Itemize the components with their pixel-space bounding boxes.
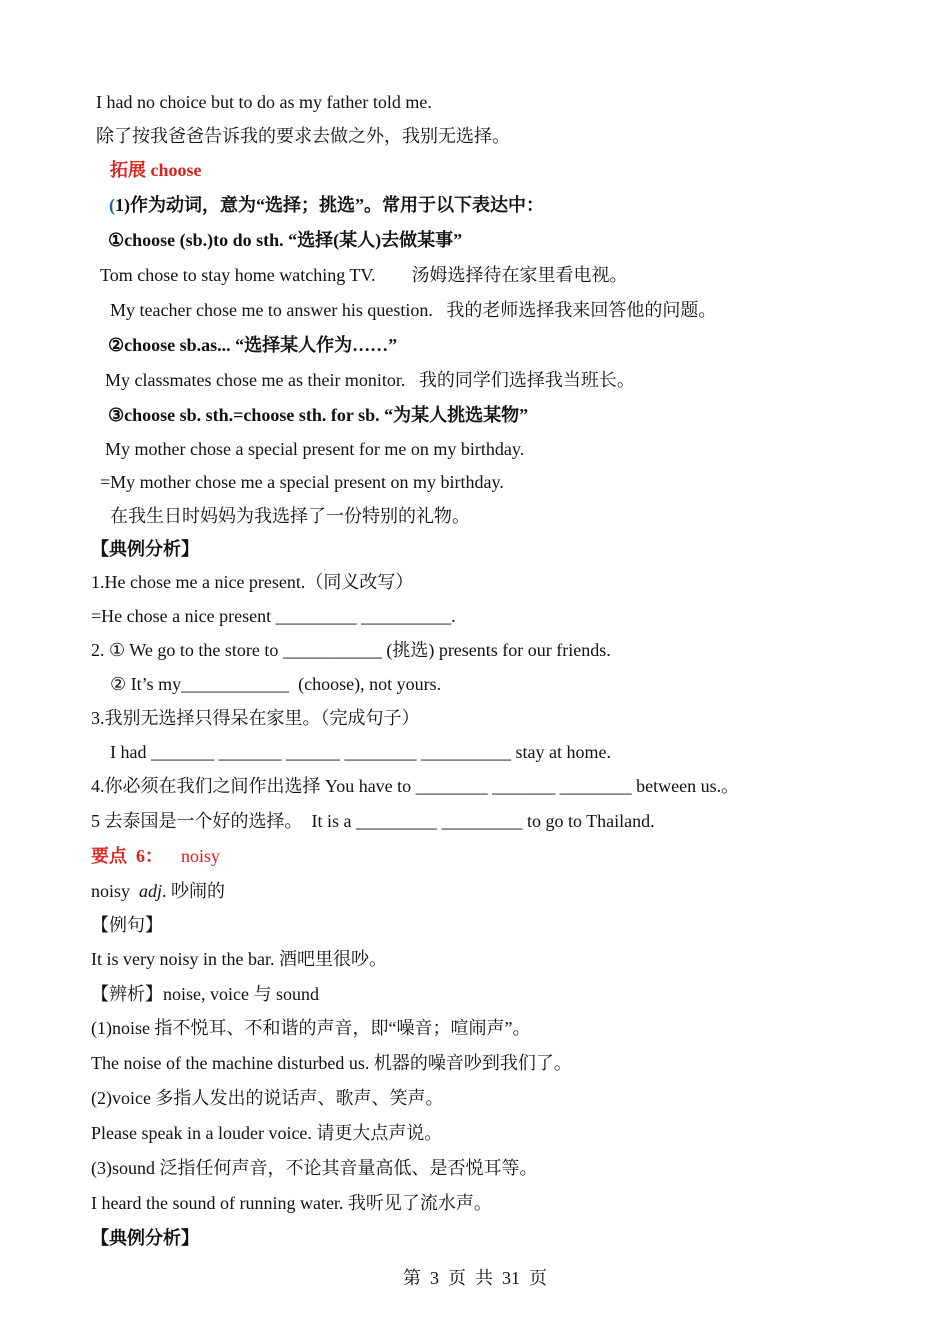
exercise-4: 4.你必须在我们之间作出选择 You have to ________ _______ ________ between us.。 [91, 776, 740, 796]
definition-pos: adj [139, 881, 163, 901]
usage-example-3: My classmates chose me as their monitor. 我的同学们选择我当班长。 [105, 370, 635, 390]
page-number-footer: 第 3 页 共 31 页 [403, 1268, 547, 1288]
usage-pattern-2: ②choose sb.as... “选择某人作为……” [108, 335, 398, 355]
usage-intro-text: 1)作为动词，意为“选择；挑选”。常用于以下表达中： [115, 195, 544, 215]
usage-pattern-1: ①choose (sb.)to do sth. “选择(某人)去做某事” [108, 230, 463, 250]
example-voice: Please speak in a louder voice. 请更大点声说。 [91, 1123, 443, 1143]
key-point-word: noisy [181, 846, 221, 866]
example-noise: The noise of the machine disturbed us. 机器的噪音吵到我们了。 [91, 1053, 572, 1073]
example-sentence-en: I had no choice but to do as my father told me. [96, 92, 432, 112]
section-heading-examples: 【典例分析】 [91, 539, 199, 559]
discrimination-heading: 【辨析】noise, voice 与 sound [91, 984, 319, 1004]
discrimination-voice: (2)voice 多指人发出的说话声、歌声、笑声。 [91, 1088, 444, 1108]
exercise-3-blank: I had _______ _______ ______ ________ __________ stay at home. [110, 742, 611, 762]
example-heading: 【例句】 [91, 915, 163, 935]
definition-noisy [91, 880, 225, 902]
exercise-2a: 2. ① We go to the store to ___________ (挑选) presents for our friends. [91, 640, 611, 660]
usage-pattern-3: ③choose sb. sth.=choose sth. for sb. “为某人挑选某物” [108, 405, 529, 425]
usage-example-5-zh: 在我生日时妈妈为我选择了一份特别的礼物。 [110, 506, 470, 526]
discrimination-noise: (1)noise 指不悦耳、不和谐的声音，即“噪音；喧闹声”。 [91, 1018, 531, 1038]
usage-intro-paren: ( [109, 195, 115, 215]
key-point-6-heading [91, 845, 220, 867]
usage-intro [109, 194, 544, 216]
section-heading-expand-choose: 拓展 choose [110, 160, 202, 180]
discrimination-sound: (3)sound 泛指任何声音，不论其音量高低、是否悦耳等。 [91, 1158, 538, 1178]
exercise-1: 1.He chose me a nice present.（同义改写） [91, 572, 414, 592]
example-noisy: It is very noisy in the bar. 酒吧里很吵。 [91, 949, 387, 969]
example-sound: I heard the sound of running water. 我听见了流水声。 [91, 1193, 492, 1213]
exercise-3: 3.我别无选择只得呆在家里。（完成句子） [91, 708, 420, 728]
exercise-2b: ② It’s my____________ (choose), not yours. [110, 674, 442, 694]
key-point-label: 要点 6： [91, 846, 163, 866]
usage-example-1: Tom chose to stay home watching TV. 汤姆选择待在家里看电视。 [100, 265, 628, 285]
definition-meaning: . 吵闹的 [162, 881, 226, 901]
definition-word: noisy [91, 881, 140, 901]
exercise-1-blank: =He chose a nice present _________ __________. [91, 606, 456, 626]
example-sentence-zh: 除了按我爸爸告诉我的要求去做之外，我别无选择。 [96, 126, 510, 146]
exercise-5: 5 去泰国是一个好的选择。 It is a _________ _________ to go to Thailand. [91, 811, 655, 831]
usage-example-5: =My mother chose me a special present on my birthday. [100, 472, 504, 492]
section-heading-examples-2: 【典例分析】 [91, 1228, 199, 1248]
usage-example-4: My mother chose a special present for me on my birthday. [105, 439, 525, 459]
usage-example-2: My teacher chose me to answer his question. 我的老师选择我来回答他的问题。 [110, 300, 717, 320]
